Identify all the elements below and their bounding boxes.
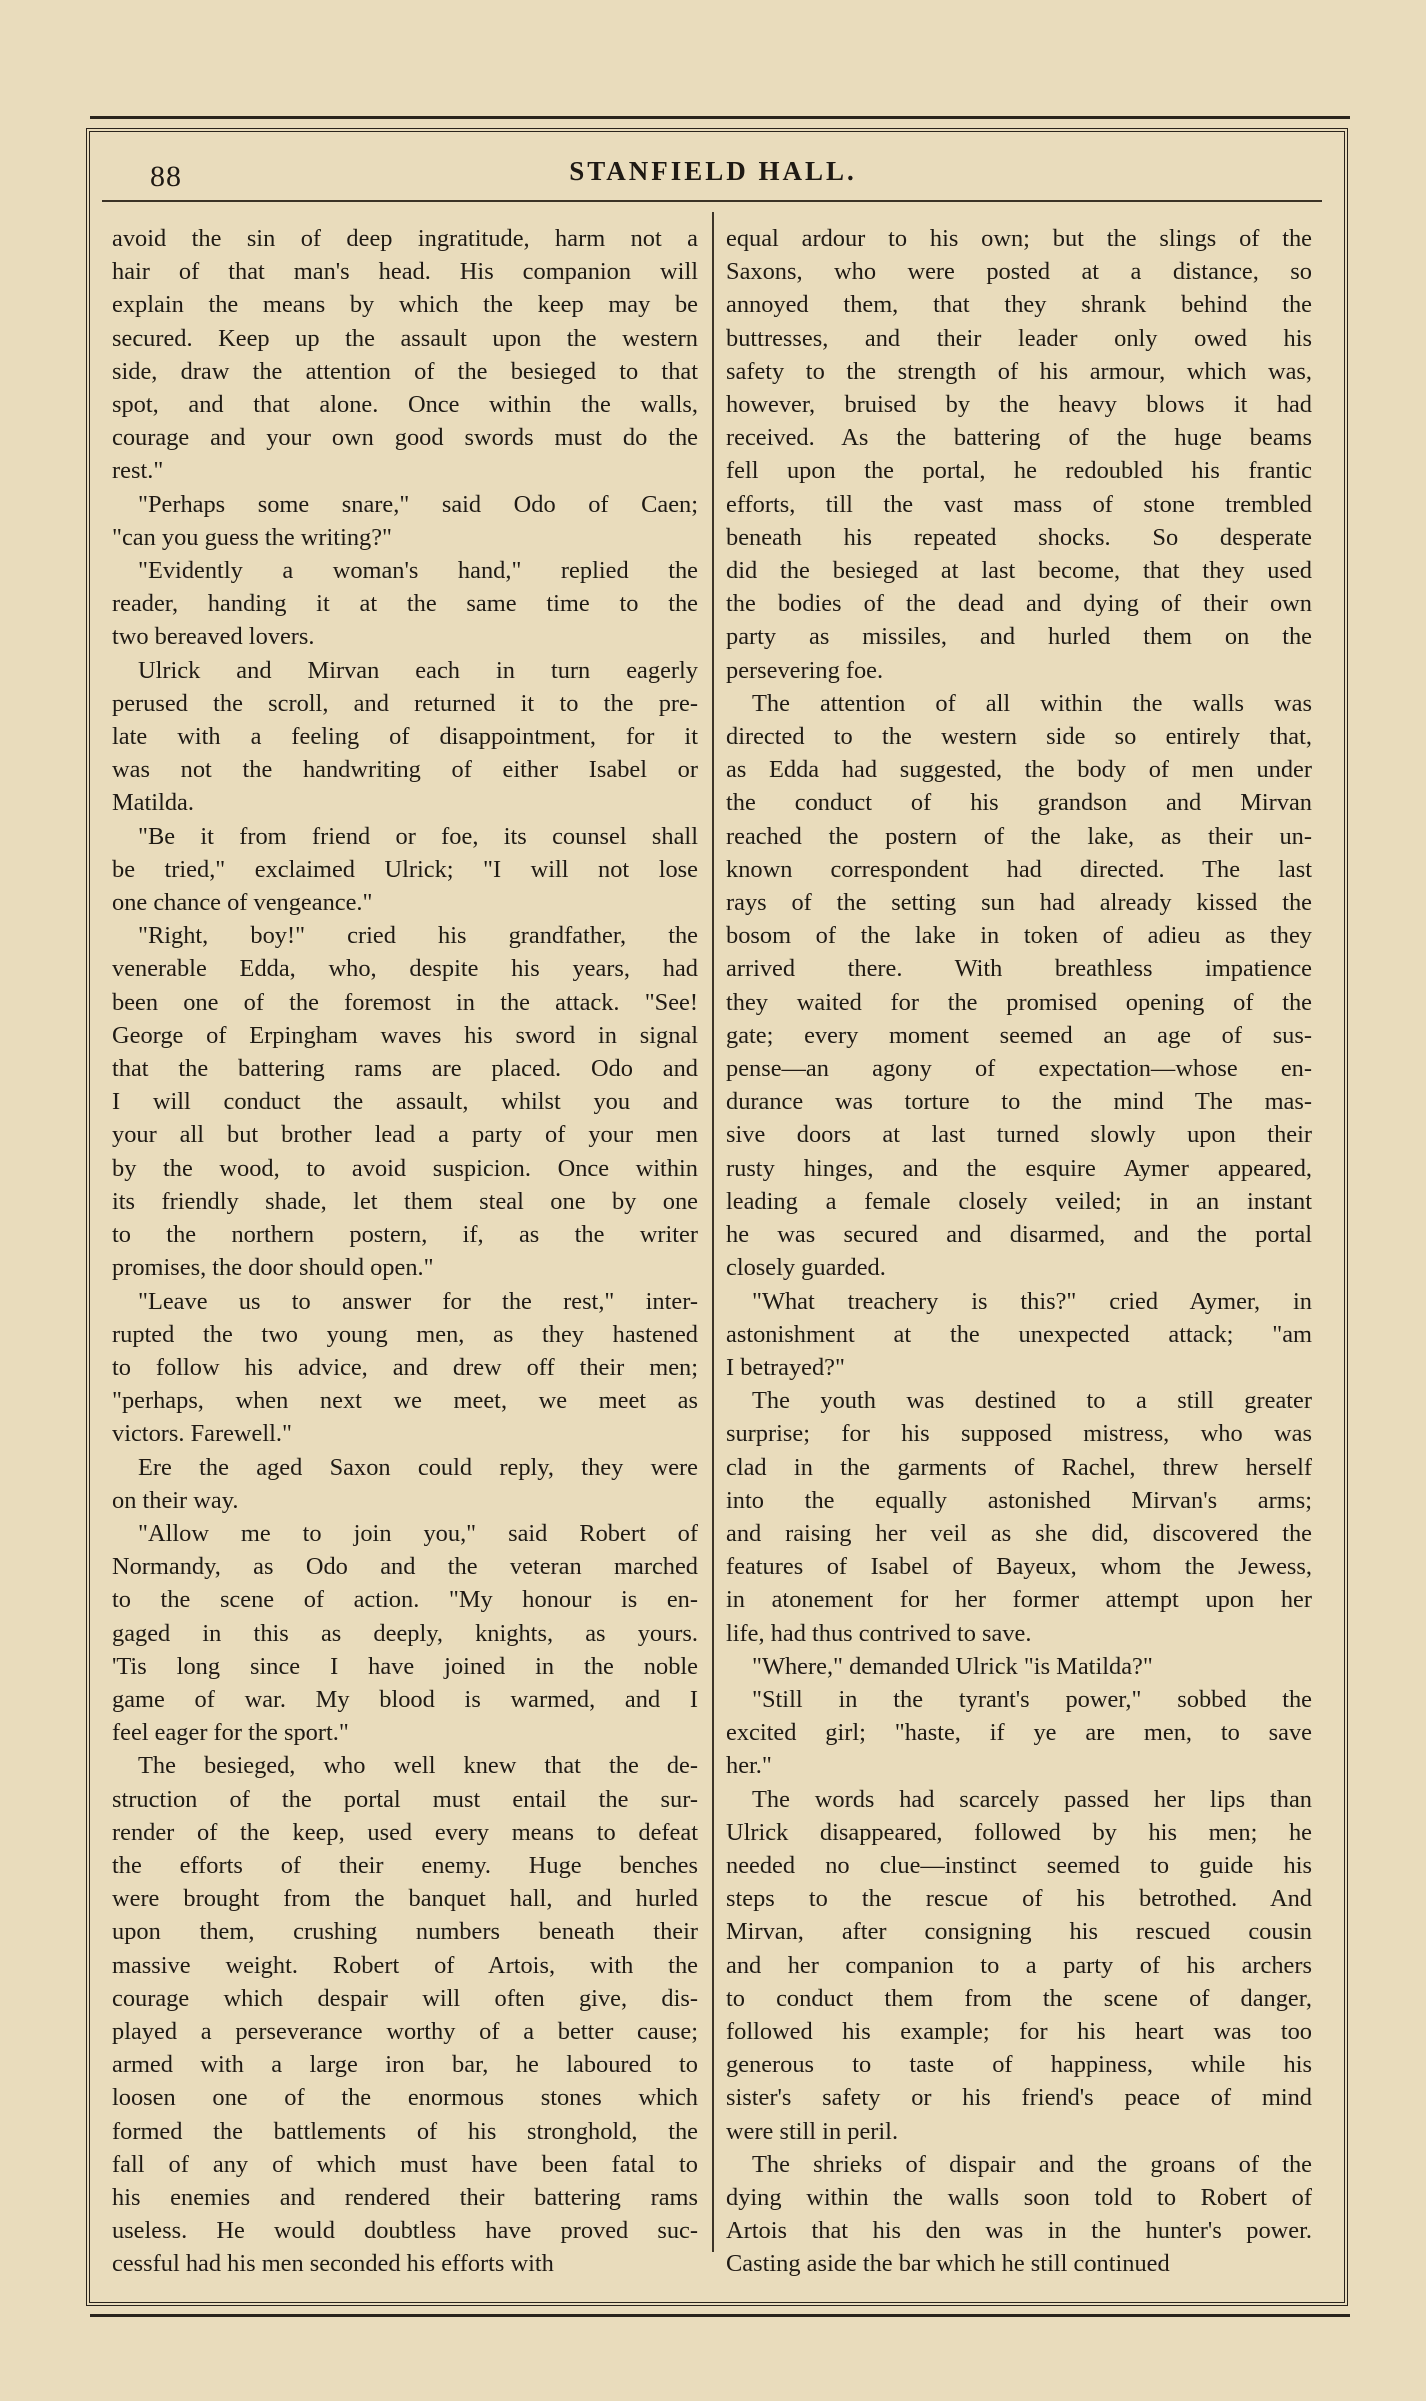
- text-line: Matilda.: [112, 789, 194, 817]
- text-line: however, bruised by the heavy blows it had: [726, 391, 1312, 419]
- text-line: spot, and that alone. Once within the walls,: [112, 391, 698, 419]
- text-line: durance was torture to the mind The mas-: [726, 1088, 1312, 1116]
- text-line: efforts, till the vast mass of stone trembled: [726, 490, 1312, 518]
- text-line: and raising her veil as she did, discovered the: [726, 1519, 1312, 1547]
- text-line: loosen one of the enormous stones which: [112, 2084, 698, 2112]
- text-line: George of Erpingham waves his sword in signal: [112, 1021, 698, 1049]
- text-line: Artois that his den was in the hunter's power.: [726, 2217, 1312, 2245]
- text-line: one chance of vengeance.": [112, 889, 373, 917]
- text-line: The attention of all within the walls was: [752, 689, 1312, 717]
- text-line: avoid the sin of deep ingratitude, harm not a: [112, 225, 698, 252]
- right-column: [726, 222, 1312, 2281]
- text-line: render of the keep, used every means to defeat: [112, 1818, 698, 1846]
- text-line: "Be it from friend or foe, its counsel shall: [138, 822, 698, 850]
- text-line: fell upon the portal, he redoubled his frantic: [726, 457, 1312, 485]
- text-line: "perhaps, when next we meet, we meet as: [112, 1387, 698, 1415]
- text-line: gaged in this as deeply, knights, as yours.: [112, 1619, 698, 1647]
- text-line: useless. He would doubtless have proved suc-: [112, 2217, 698, 2245]
- text-line: as Edda had suggested, the body of men under: [726, 756, 1312, 784]
- text-line: needed no clue—instinct seemed to guide his: [726, 1851, 1312, 1879]
- text-line: sister's safety or his friend's peace of mind: [726, 2084, 1312, 2112]
- text-line: armed with a large iron bar, he laboured to: [112, 2051, 698, 2079]
- text-line: played a perseverance worthy of a better cause;: [112, 2017, 698, 2045]
- left-paragraph: [112, 1517, 698, 1749]
- text-line: "Leave us to answer for the rest," inter-: [138, 1287, 698, 1315]
- column-divider: [712, 212, 714, 2252]
- text-line: The words had scarcely passed her lips than: [752, 1785, 1312, 1813]
- text-line: The besieged, who well knew that the de-: [138, 1752, 698, 1780]
- text-line: "Perhaps some snare," said Odo of Caen;: [138, 490, 698, 518]
- right-paragraph: [726, 1783, 1312, 2148]
- text-line: pense—an agony of expectation—whose en-: [726, 1055, 1312, 1083]
- text-line: beneath his repeated shocks. So desperate: [726, 523, 1312, 551]
- text-line: into the equally astonished Mirvan's arms;: [726, 1486, 1312, 1514]
- text-line: late with a feeling of disappointment, for it: [112, 723, 698, 751]
- text-line: two bereaved lovers.: [112, 623, 315, 651]
- left-paragraph: [112, 919, 698, 1284]
- text-line: courage and your own good swords must do the: [112, 424, 698, 452]
- text-line: closely guarded.: [726, 1254, 886, 1282]
- top-rule: [90, 116, 1350, 119]
- text-line: persevering foe.: [726, 656, 884, 684]
- text-line: rest.": [112, 457, 164, 485]
- text-line: astonishment at the unexpected attack; "am: [726, 1320, 1312, 1348]
- text-line: upon them, crushing numbers beneath their: [112, 1918, 698, 1946]
- text-line: directed to the western side so entirely that,: [726, 723, 1312, 751]
- right-paragraph: [726, 2148, 1312, 2281]
- text-line: rusty hinges, and the esquire Aymer appeared,: [726, 1154, 1312, 1182]
- text-line: did the besieged at last become, that they used: [726, 557, 1312, 585]
- text-line: excited girl; "haste, if ye are men, to save: [726, 1719, 1312, 1747]
- text-line: to conduct them from the scene of danger,: [726, 1984, 1312, 2012]
- text-line: promises, the door should open.": [112, 1254, 434, 1282]
- text-line: were still in peril.: [726, 2117, 899, 2145]
- text-line: your all but brother lead a party of your men: [112, 1121, 698, 1149]
- text-line: rupted the two young men, as they hastened: [112, 1320, 698, 1348]
- text-line: secured. Keep up the assault upon the western: [112, 324, 698, 352]
- text-line: buttresses, and their leader only owed his: [726, 324, 1312, 352]
- text-line: dying within the walls soon told to Robert of: [726, 2183, 1312, 2211]
- text-line: features of Isabel of Bayeux, whom the Jewess,: [726, 1553, 1312, 1581]
- text-line: Ulrick and Mirvan each in turn eagerly: [138, 656, 698, 684]
- text-line: leading a female closely veiled; in an instant: [726, 1187, 1312, 1215]
- text-line: 'Tis long since I have joined in the noble: [112, 1652, 698, 1680]
- right-paragraph: [726, 1683, 1312, 1783]
- text-line: life, had thus contrived to save.: [726, 1619, 1032, 1647]
- text-line: to the northern postern, if, as the writer: [112, 1221, 698, 1249]
- text-line: he was secured and disarmed, and the portal: [726, 1221, 1312, 1249]
- text-line: its friendly shade, let them steal one by one: [112, 1187, 698, 1215]
- text-line: I betrayed?": [726, 1353, 845, 1381]
- right-paragraph: [726, 1285, 1312, 1385]
- text-line: struction of the portal must entail the sur-: [112, 1785, 698, 1813]
- text-line: on their way.: [112, 1486, 239, 1514]
- text-line: perused the scroll, and returned it to the pre-: [112, 689, 698, 717]
- text-line: side, draw the attention of the besieged to that: [112, 357, 698, 385]
- text-line: Ere the aged Saxon could reply, they were: [138, 1453, 698, 1481]
- left-paragraph: [112, 488, 698, 554]
- text-line: the bodies of the dead and dying of their own: [726, 590, 1312, 618]
- text-line: "Still in the tyrant's power," sobbed the: [752, 1685, 1312, 1713]
- text-line: they waited for the promised opening of the: [726, 988, 1312, 1016]
- left-paragraph: [112, 1749, 698, 2280]
- text-line: known correspondent had directed. The last: [726, 855, 1312, 883]
- text-line: surprise; for his supposed mistress, who was: [726, 1420, 1312, 1448]
- text-line: were brought from the banquet hall, and hurled: [112, 1885, 698, 1913]
- text-line: "Right, boy!" cried his grandfather, the: [138, 922, 698, 950]
- text-line: arrived there. With breathless impatience: [726, 955, 1312, 983]
- text-line: be tried," exclaimed Ulrick; "I will not lose: [112, 855, 698, 883]
- page-number: 88: [150, 160, 182, 193]
- text-line: venerable Edda, who, despite his years, had: [112, 955, 698, 983]
- text-line: formed the battlements of his stronghold, the: [112, 2117, 698, 2145]
- left-paragraph: [112, 222, 698, 488]
- text-line: sive doors at last turned slowly upon their: [726, 1121, 1312, 1149]
- text-line: his enemies and rendered their battering rams: [112, 2183, 698, 2211]
- text-line: fall of any of which must have been fatal to: [112, 2150, 698, 2178]
- text-line: "Evidently a woman's hand," replied the: [138, 557, 698, 585]
- text-line: clad in the garments of Rachel, threw herself: [726, 1453, 1312, 1481]
- text-line: Ulrick disappeared, followed by his men; he: [726, 1818, 1312, 1846]
- text-line: equal ardour to his own; but the slings of the: [726, 225, 1312, 252]
- text-line: her.": [726, 1752, 772, 1780]
- text-line: been one of the foremost in the attack. "See!: [112, 988, 698, 1016]
- left-paragraph: [112, 554, 698, 654]
- text-line: received. As the battering of the huge beams: [726, 424, 1312, 452]
- text-line: Mirvan, after consigning his rescued cousin: [726, 1918, 1312, 1946]
- text-line: followed his example; for his heart was too: [726, 2017, 1312, 2045]
- text-line: cessful had his men seconded his efforts with: [112, 2250, 554, 2278]
- text-line: by the wood, to avoid suspicion. Once within: [112, 1154, 698, 1182]
- right-paragraph: [726, 222, 1312, 687]
- right-paragraph: [726, 1650, 1312, 1683]
- text-line: that the battering rams are placed. Odo and: [112, 1055, 698, 1083]
- right-paragraph: [726, 687, 1312, 1285]
- text-line: explain the means by which the keep may be: [112, 291, 698, 319]
- text-line: Saxons, who were posted at a distance, so: [726, 258, 1312, 286]
- text-line: "Allow me to join you," said Robert of: [138, 1519, 698, 1547]
- bottom-rule: [90, 2314, 1350, 2317]
- text-line: bosom of the lake in token of adieu as they: [726, 922, 1312, 950]
- left-column: [112, 222, 698, 2281]
- running-title: STANFIELD HALL.: [569, 156, 857, 186]
- right-paragraph: [726, 1384, 1312, 1650]
- text-line: safety to the strength of his armour, which was,: [726, 357, 1312, 385]
- text-line: reached the postern of the lake, as their un-: [726, 822, 1312, 850]
- text-line: The shrieks of dispair and the groans of the: [752, 2150, 1312, 2178]
- left-paragraph: [112, 1451, 698, 1517]
- text-line: Normandy, as Odo and the veteran marched: [112, 1553, 698, 1581]
- header-rule: [102, 200, 1322, 202]
- text-line: to the scene of action. "My honour is en-: [112, 1586, 698, 1614]
- text-line: feel eager for the sport.": [112, 1719, 349, 1747]
- text-line: in atonement for her former attempt upon her: [726, 1586, 1312, 1614]
- left-paragraph: [112, 820, 698, 920]
- text-line: "can you guess the writing?": [112, 523, 393, 551]
- text-line: Casting aside the bar which he still continued: [726, 2250, 1170, 2278]
- text-line: the conduct of his grandson and Mirvan: [726, 789, 1312, 817]
- left-paragraph: [112, 1285, 698, 1451]
- text-line: generous to taste of happiness, while his: [726, 2051, 1312, 2079]
- text-line: courage which despair will often give, dis-: [112, 1984, 698, 2012]
- text-line: I will conduct the assault, whilst you and: [112, 1088, 698, 1116]
- text-line: "What treachery is this?" cried Aymer, in: [752, 1287, 1312, 1315]
- text-line: and her companion to a party of his archers: [726, 1951, 1312, 1979]
- left-paragraph: [112, 654, 698, 820]
- text-line: rays of the setting sun had already kissed the: [726, 889, 1312, 917]
- text-line: to follow his advice, and drew off their men;: [112, 1353, 698, 1381]
- text-line: reader, handing it at the same time to the: [112, 590, 698, 618]
- text-line: steps to the rescue of his betrothed. And: [726, 1885, 1312, 1913]
- text-line: hair of that man's head. His companion will: [112, 258, 698, 286]
- text-line: was not the handwriting of either Isabel or: [112, 756, 698, 784]
- text-line: the efforts of their enemy. Huge benches: [112, 1851, 698, 1879]
- text-line: "Where," demanded Ulrick "is Matilda?": [752, 1652, 1153, 1680]
- text-line: victors. Farewell.": [112, 1420, 292, 1448]
- text-line: game of war. My blood is warmed, and I: [112, 1685, 698, 1713]
- text-line: massive weight. Robert of Artois, with the: [112, 1951, 698, 1979]
- text-line: party as missiles, and hurled them on the: [726, 623, 1312, 651]
- text-line: The youth was destined to a still greater: [752, 1387, 1312, 1415]
- text-line: annoyed them, that they shrank behind the: [726, 291, 1312, 319]
- text-line: gate; every moment seemed an age of sus-: [726, 1021, 1312, 1049]
